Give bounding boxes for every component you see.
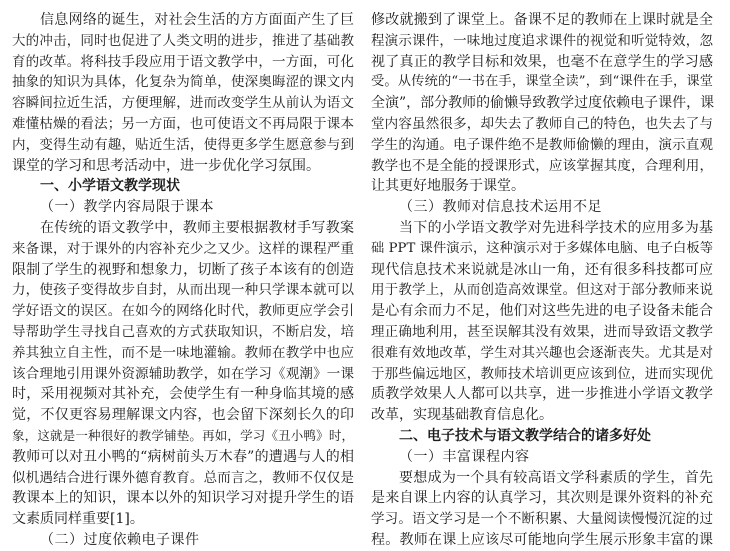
right-text-line: 质教学效果人人都可以共享，进一步推进小学语文教学 (371, 386, 713, 403)
left-text-line: 育的改革。将科技手段应用于语文教学中，一方面，可化 (12, 53, 354, 70)
right-text-line: 教学也不是全能的授课形式，应该掌握其度，合理利用， (371, 157, 713, 174)
right-text-line: 修改就搬到了课堂上。备课不足的教师在上课时就是全 (371, 12, 713, 28)
right-text-line: 学生的沟通。电子课件绝不是教师偷懒的理由，演示直观 (371, 136, 713, 153)
right-text-line: 让其更好地服务于课堂。 (371, 178, 525, 195)
section-heading: 二、电子技术与语文教学结合的诸多好处 (399, 427, 651, 444)
left-text-line: 象，这就是一种很好的教学铺垫。再如，学习《丑小鸭》时， (12, 427, 354, 443)
left-text-line: 导帮助学生寻找自己喜欢的方式获取知识，不断启发，培 (12, 323, 354, 340)
right-text-line: 是来自课上内容的认真学习，其次则是课外资料的补充 (371, 490, 713, 507)
right-text-line: 要想成为一个具有较高语文学科素质的学生，首先 (399, 469, 713, 486)
right-text-line: 程演示课件，一味地过度追求课件的视觉和听觉特效，忽 (371, 32, 713, 49)
left-text-line: 内，变得生动有趣，贴近生活，使得更多学生愿意参与到 (12, 136, 354, 153)
right-text-line: 改革，实现基础教育信息化。 (371, 407, 553, 424)
right-text-line: 程。教师在课上应该尽可能地向学生展示形象丰富的课 (371, 531, 713, 548)
left-text-line: 来备课，对于课外的内容补充少之又少。这样的课程严重 (12, 240, 354, 257)
left-column (12, 10, 354, 548)
right-text-line: 当下的小学语文教学对先进科学技术的应用多为基 (399, 219, 713, 236)
right-text-line: 视了真正的教学目标和效果，也毫不在意学生的学习感 (371, 53, 713, 70)
right-text-line: 现代信息技术来说就是冰山一角，还有很多科技都可应 (371, 261, 713, 278)
subsection-heading: （一）教学内容局限于课本 (40, 199, 214, 216)
left-text-line: 似机遇结合进行课外德育教育。总而言之，教师不仅仅是 (12, 469, 354, 486)
right-text-line: 学习。语文学习是一个不断积累、大量阅读慢慢沉淀的过 (371, 511, 713, 528)
right-text-line: 堂内容虽然很多，却失去了教师自己的特色，也失去了与 (371, 115, 713, 132)
section-heading: 一、小学语文教学现状 (40, 178, 180, 195)
left-text-line: 养其独立自主性，而不是一味地灌输。教师在教学中也应 (12, 344, 354, 361)
right-text-line: 用于教学上，从而创造高效课堂。但这对于部分教师来说 (371, 282, 713, 299)
right-text-line: 于那些偏远地区，教师技术培训更应该到位，进而实现优 (371, 365, 713, 382)
left-text-line: 觉，不仅更容易理解课文内容，也会留下深刻长久的印 (12, 407, 354, 424)
left-text-line: 大的冲击，同时也促进了人类文明的进步，推进了基础教 (12, 32, 354, 49)
left-text-line: 抽象的知识为具体，化复杂为简单，使深奥晦涩的课文内 (12, 74, 354, 91)
subsection-heading: （一）丰富课程内容 (399, 448, 530, 465)
left-text-line: 课堂的学习和思考活动中，进一步优化学习氛围。 (12, 157, 320, 174)
right-text-line: 很难有效地改革，学生对其兴趣也会逐渐丧失。尤其是对 (371, 344, 713, 361)
left-text-line: 教师可以对丑小鸭的“病树前头万木春”的遭遇与人的相 (12, 448, 354, 465)
right-text-line: 全演”，部分教师的偷懒导致教学过度依赖电子课件，课 (371, 95, 715, 112)
right-text-line: 受。从传统的“一书在手，课堂全读”，到“课件在手，课堂 (371, 74, 713, 90)
subsection-heading: （二）过度依赖电子课件 (40, 531, 200, 548)
right-text-line: 础 PPT 课件演示，这种演示对于多媒体电脑、电子白板等 (371, 240, 713, 256)
left-text-line: 容瞬间拉近生活，方便理解，进而改变学生从前认为语文 (12, 95, 354, 112)
left-text-line: 文素质同样重要[1]。 (12, 511, 144, 528)
right-column (371, 10, 715, 548)
left-text-line: 时，采用视频对其补充，会使学生有一种身临其境的感 (12, 386, 354, 403)
left-text-line: 教课本上的知识，课本以外的知识学习对提升学生的语 (12, 490, 354, 507)
subsection-heading: （三）教师对信息技术运用不足 (399, 199, 602, 216)
left-text-line: 在传统的语文教学中，教师主要根据教材手写教案 (40, 219, 354, 236)
left-text-line: 难懂枯燥的看法；另一方面，也可使语文不再局限于课本 (12, 115, 354, 132)
left-text-line: 限制了学生的视野和想象力，切断了孩子本该有的创造 (12, 261, 354, 278)
left-text-line: 学好语文的误区。在如今的网络化时代，教师更应学会引 (12, 303, 354, 320)
left-text-line: 力，使孩子变得故步自封，从而出现一种只学课本就可以 (12, 282, 354, 299)
left-text-line: 信息网络的诞生，对社会生活的方方面面产生了巨 (40, 12, 354, 28)
right-text-line: 是心有余而力不足，他们对这些先进的电子设备未能合 (371, 303, 713, 320)
left-text-line: 该合理地引用课外资源辅助教学，如在学习《观潮》一课 (12, 365, 354, 382)
right-text-line: 理正确地利用，甚至误解其没有效果，进而导致语文教学 (371, 323, 713, 340)
